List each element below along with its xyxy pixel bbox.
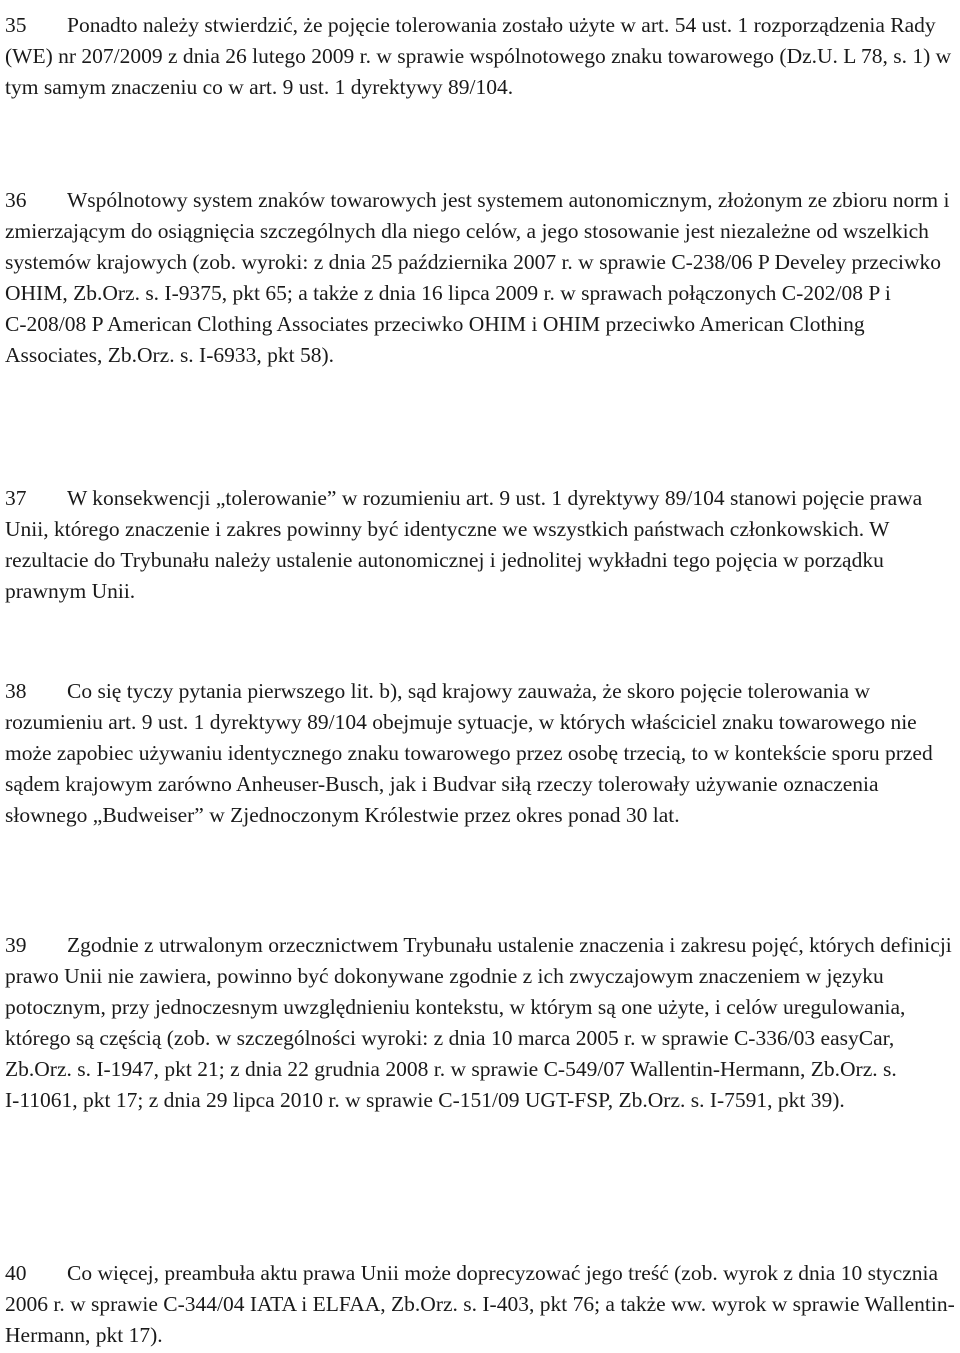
paragraph-text: Co więcej, preambuła aktu prawa Unii może doprecyzować jego treść (zob. wyrok z dnia 10 stycznia 2006 r. w sprawie C‑344/04 IATA i ELFAA, Zb.Orz. s. I‑403, pkt 76; a także ww. wyrok w sprawie Wallentin-Hermann, pkt 17). — [5, 1261, 955, 1347]
paragraph-35 — [5, 10, 955, 103]
paragraph-36 — [5, 185, 955, 371]
paragraph-number: 35 — [5, 13, 27, 37]
paragraph-text: W konsekwencji „tolerowanie” w rozumieniu art. 9 ust. 1 dyrektywy 89/104 stanowi pojęcie prawa Unii, którego znaczenie i zakres powinny być identyczne we wszystkich państwach członkowskich. W rezultacie do Trybunału należy ustalenie autonomicznej i jednolitej wykładni tego pojęcia w porządku prawnym Unii. — [5, 486, 923, 603]
paragraph-number: 37 — [5, 486, 27, 510]
paragraph-37 — [5, 483, 955, 607]
paragraph-number: 40 — [5, 1261, 27, 1285]
paragraph-text: Wspólnotowy system znaków towarowych jest systemem autonomicznym, złożonym ze zbioru norm i zmierzającym do osiągnięcia szczególnych dla niego celów, a jego stosowanie jest niezależne od wszelkich systemów krajowych (zob. wyroki: z dnia 25 października 2007 r. w sprawie C‑238/06 P Develey przeciwko OHIM, Zb.Orz. s. I‑9375, pkt 65; a także z dnia 16 lipca 2009 r. w sprawach połączonych C‑202/08 P i C‑208/08 P American Clothing Associates przeciwko OHIM i OHIM przeciwko American Clothing Associates, Zb.Orz. s. I‑6933, pkt 58). — [5, 188, 950, 367]
paragraph-text: Co się tyczy pytania pierwszego lit. b), sąd krajowy zauważa, że skoro pojęcie tolerowania w rozumieniu art. 9 ust. 1 dyrektywy 89/104 obejmuje sytuacje, w których właściciel znaku towarowego nie może zapobiec używaniu identycznego znaku towarowego przez osobę trzecią, to w kontekście sporu przed sądem krajowym zarówno Anheuser-Busch, jak i Budvar siłą rzeczy tolerowały używanie oznaczenia słownego „Budweiser” w Zjednoczonym Królestwie przez okres ponad 30 lat. — [5, 679, 933, 827]
paragraph-text: Ponadto należy stwierdzić, że pojęcie tolerowania zostało użyte w art. 54 ust. 1 rozporządzenia Rady (WE) nr 207/2009 z dnia 26 lutego 2009 r. w sprawie wspólnotowego znaku towarowego (Dz.U. L 78, s. 1) w tym samym znaczeniu co w art. 9 ust. 1 dyrektywy 89/104. — [5, 13, 952, 99]
paragraph-39 — [5, 930, 955, 1116]
paragraph-38 — [5, 676, 955, 831]
paragraph-number: 38 — [5, 679, 27, 703]
paragraph-number: 36 — [5, 188, 27, 212]
paragraph-number: 39 — [5, 933, 27, 957]
paragraph-text: Zgodnie z utrwalonym orzecznictwem Trybunału ustalenie znaczenia i zakresu pojęć, których definicji prawo Unii nie zawiera, powinno być dokonywane zgodnie z ich zwyczajowym znaczeniem w języku potocznym, przy jednoczesnym uwzględnieniu kontekstu, w którym są one użyte, i celów uregulowania, którego są częścią (zob. w szczególności wyroki: z dnia 10 marca 2005 r. w sprawie C‑336/03 easyCar, Zb.Orz. s. I‑1947, pkt 21; z dnia 22 grudnia 2008 r. w sprawie C‑549/07 Wallentin-Hermann, Zb.Orz. s. I‑11061, pkt 17; z dnia 29 lipca 2010 r. w sprawie C‑151/09 UGT-FSP, Zb.Orz. s. I‑7591, pkt 39). — [5, 933, 952, 1112]
paragraph-40 — [5, 1258, 955, 1351]
